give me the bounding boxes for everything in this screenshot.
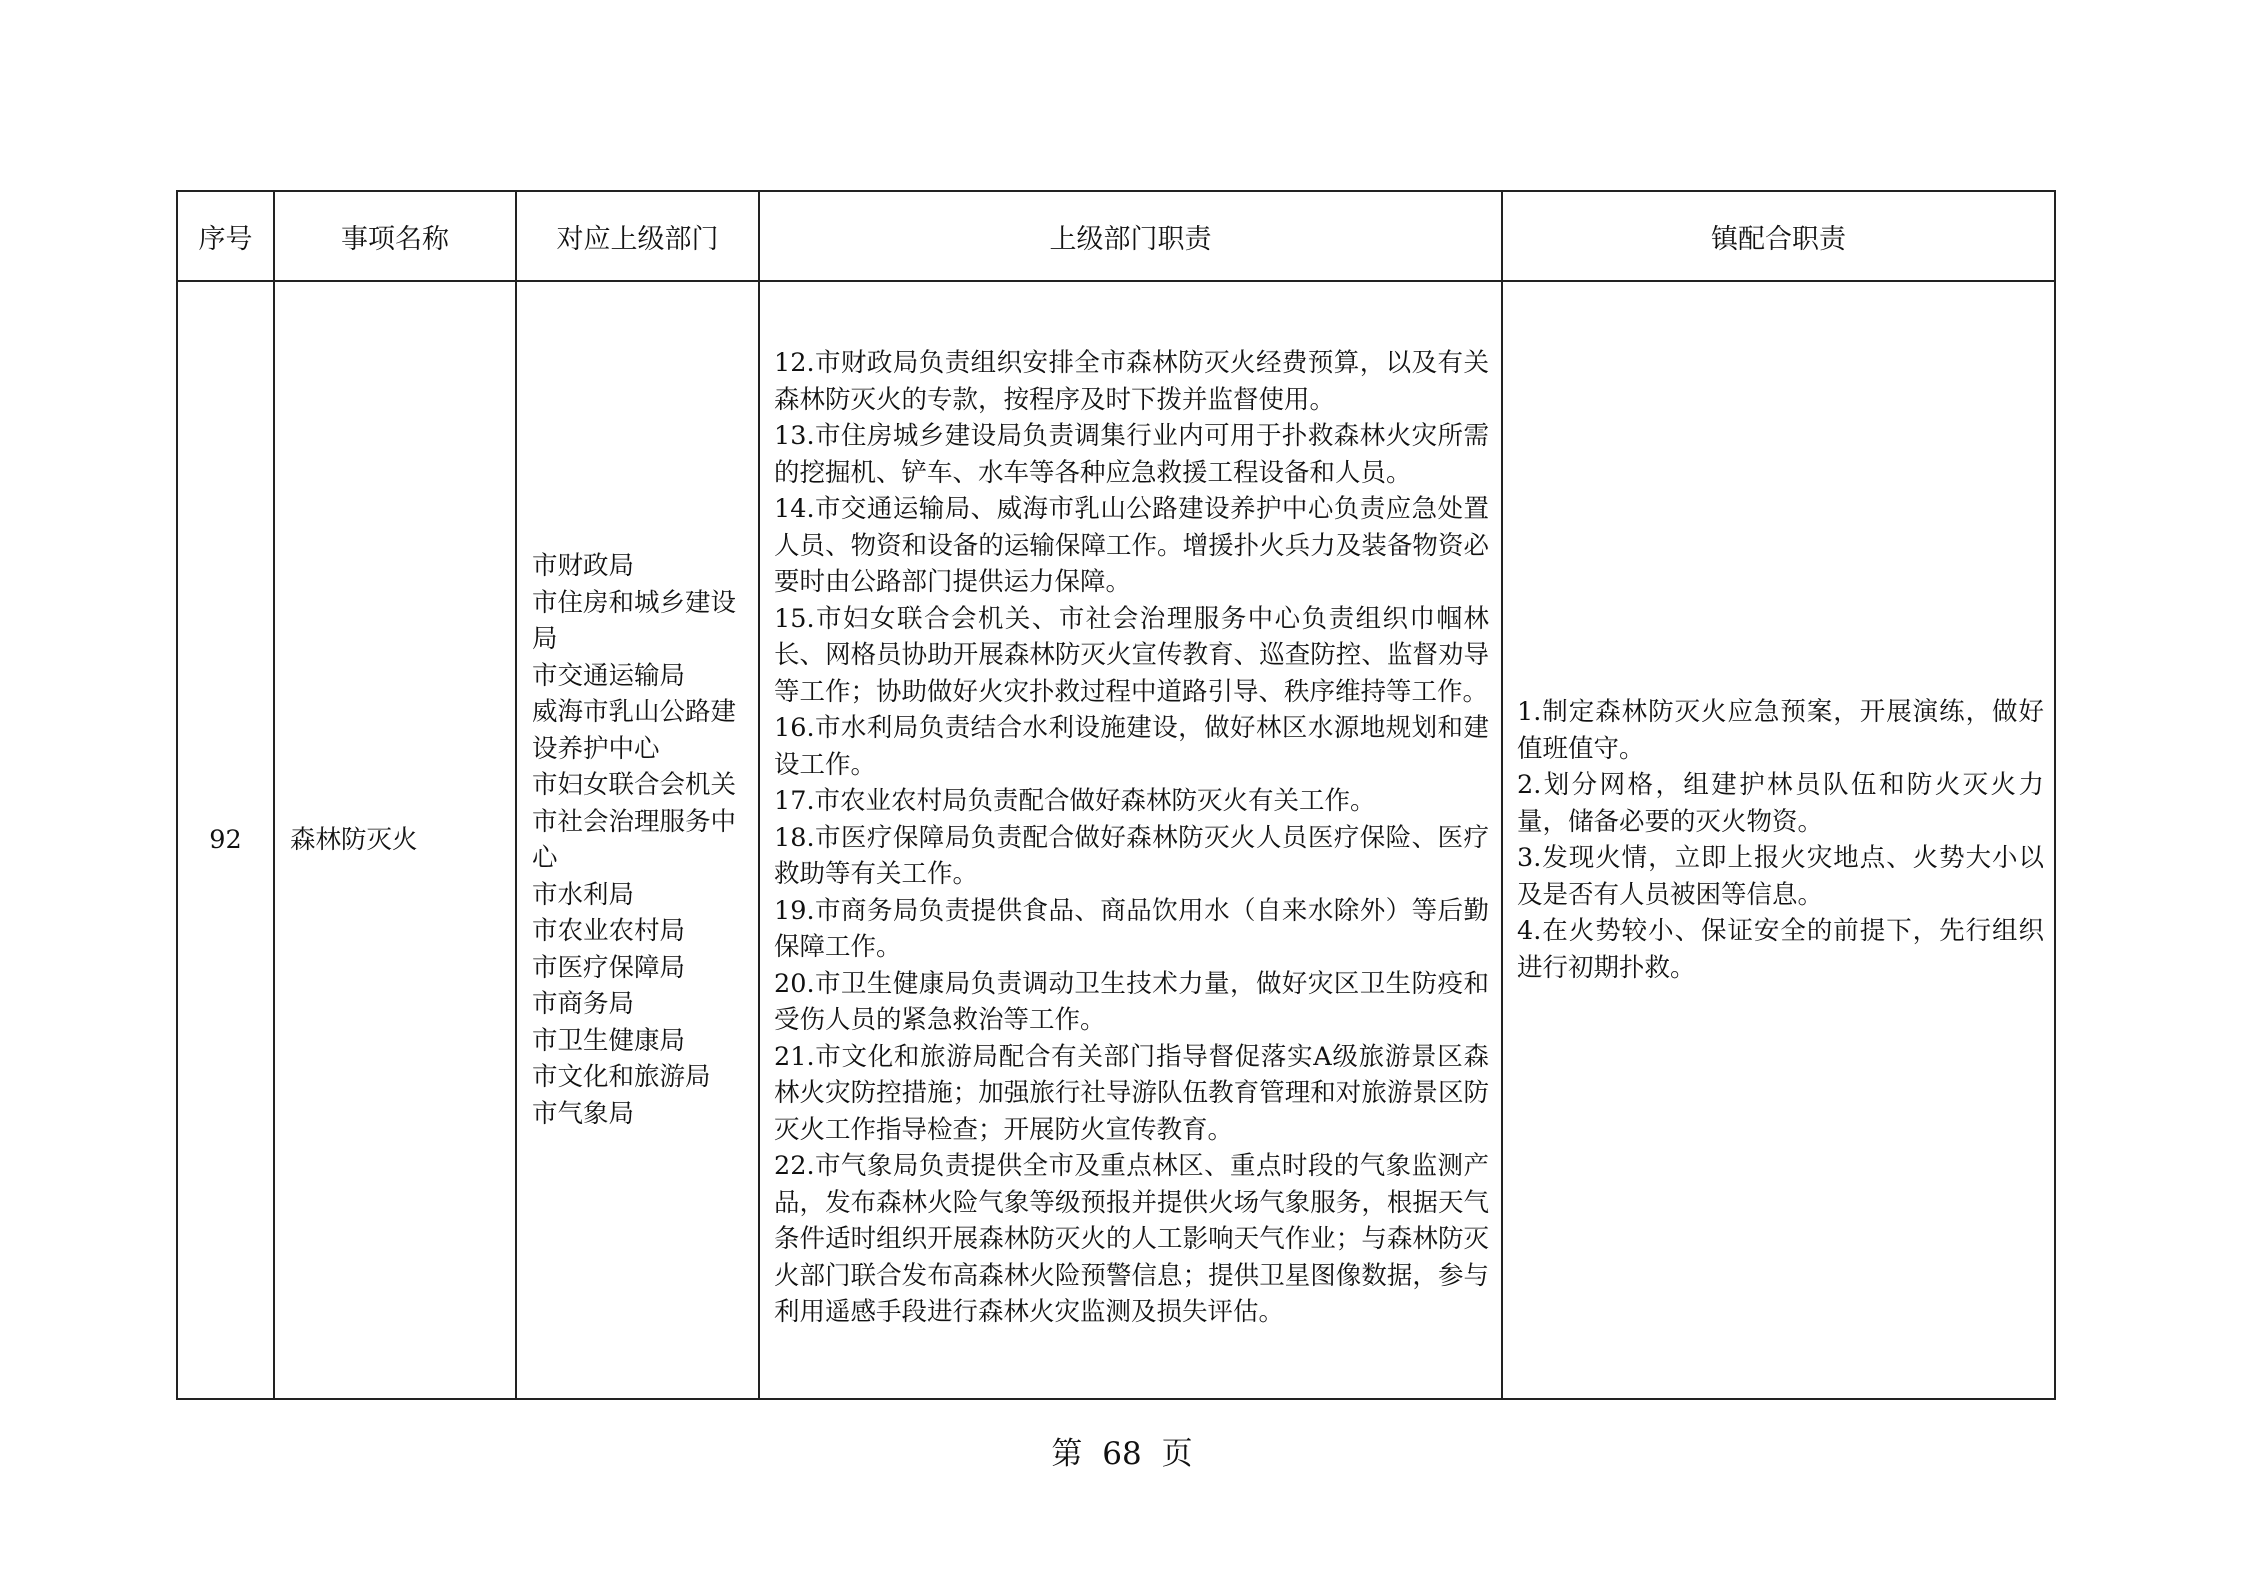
duty-paragraph: 20.市卫生健康局负责调动卫生技术力量，做好灾区卫生防疫和受伤人员的紧急救治等工作。 [774, 968, 1489, 1036]
table-row [177, 281, 2055, 1399]
department-item: 市妇女联合会机关 [532, 770, 737, 800]
department-item: 市农业农村局 [532, 916, 686, 946]
duty-paragraph: 19.市商务局负责提供食品、商品饮用水（自来水除外）等后勤保障工作。 [774, 895, 1489, 963]
town-duty-paragraph: 2.划分网格，组建护林员队伍和防火灭火力量，储备必要的灭火物资。 [1517, 770, 2044, 837]
department-item: 威海市乳山公路建设养护中心 [532, 697, 737, 764]
duty-paragraph: 13.市住房城乡建设局负责调集行业内可用于扑救森林火灾所需的挖掘机、铲车、水车等各种应急救援工程设备和人员。 [774, 421, 1489, 488]
duty-paragraph: 22.市气象局负责提供全市及重点林区、重点时段的气象监测产品，发布森林火险气象等级预报并提供火场气象服务，根据天气条件适时组织开展森林防灭火的人工影响天气作业；与森林防灭火部门联合发布高森林火险预警信息；提供卫星图像数据，参与利用遥感手段进行森林火灾监测及损失评估。 [774, 1151, 1489, 1328]
town-duty-paragraph: 1.制定森林防灭火应急预案，开展演练，做好值班值守。 [1517, 697, 2044, 764]
duty-paragraph: 14.市交通运输局、威海市乳山公路建设养护中心负责应急处置人员、物资和设备的运输保障工作。增援扑火兵力及装备物资必要时由公路部门提供运力保障。 [774, 494, 1489, 598]
department-item: 市气象局 [532, 1098, 635, 1129]
department-item: 市住房和城乡建设局 [532, 587, 737, 654]
header-number: 序号 [177, 191, 274, 281]
row-item-name: 森林防灭火 [274, 281, 516, 1399]
duty-paragraph: 16.市水利局负责结合水利设施建设，做好林区水源地规划和建设工作。 [774, 713, 1489, 780]
department-item: 市文化和旅游局 [532, 1062, 711, 1092]
duty-paragraph: 18.市医疗保障局负责配合做好森林防灭火人员医疗保险、医疗救助等有关工作。 [774, 822, 1489, 890]
table-header-row [177, 191, 2055, 281]
department-item: 市医疗保障局 [532, 952, 686, 983]
header-superior-duties: 上级部门职责 [759, 191, 1502, 281]
department-item: 市商务局 [532, 989, 635, 1019]
page-number: 第 68 页 [1051, 1436, 1193, 1472]
duty-paragraph: 15.市妇女联合会机关、市社会治理服务中心负责组织巾帼林长、网格员协助开展森林防灭火宣传教育、巡查防控、监督劝导等工作；协助做好火灾扑救过程中道路引导、秩序维持等工作。 [774, 603, 1489, 707]
department-item: 市交通运输局 [532, 660, 686, 691]
header-superior-department: 对应上级部门 [516, 191, 759, 281]
header-item-name: 事项名称 [274, 191, 516, 281]
row-town-duties [1502, 281, 2055, 1399]
row-superior-duties [759, 281, 1502, 1399]
header-town-duties: 镇配合职责 [1502, 191, 2055, 281]
duty-paragraph: 21.市文化和旅游局配合有关部门指导督促落实A级旅游景区森林火灾防控措施；加强旅行社导游队伍教育管理和对旅游景区防灭火工作指导检查；开展防火宣传教育。 [774, 1041, 1489, 1145]
duty-paragraph: 17.市农业农村局负责配合做好森林防灭火有关工作。 [774, 786, 1376, 817]
row-departments [516, 281, 759, 1399]
department-item: 市卫生健康局 [532, 1025, 686, 1056]
town-duty-paragraph: 3.发现火情，立即上报火灾地点、火势大小以及是否有人员被困等信息。 [1517, 843, 2044, 910]
department-item: 市社会治理服务中心 [532, 806, 737, 873]
row-number: 92 [177, 281, 274, 1399]
town-duty-paragraph: 4.在火势较小、保证安全的前提下，先行组织进行初期扑救。 [1517, 916, 2044, 983]
responsibility-table [176, 190, 2056, 1400]
department-item: 市水利局 [532, 879, 635, 910]
duty-paragraph: 12.市财政局负责组织安排全市森林防灭火经费预算，以及有关森林防灭火的专款，按程序及时下拨并监督使用。 [774, 348, 1489, 415]
department-item: 市财政局 [532, 551, 635, 581]
